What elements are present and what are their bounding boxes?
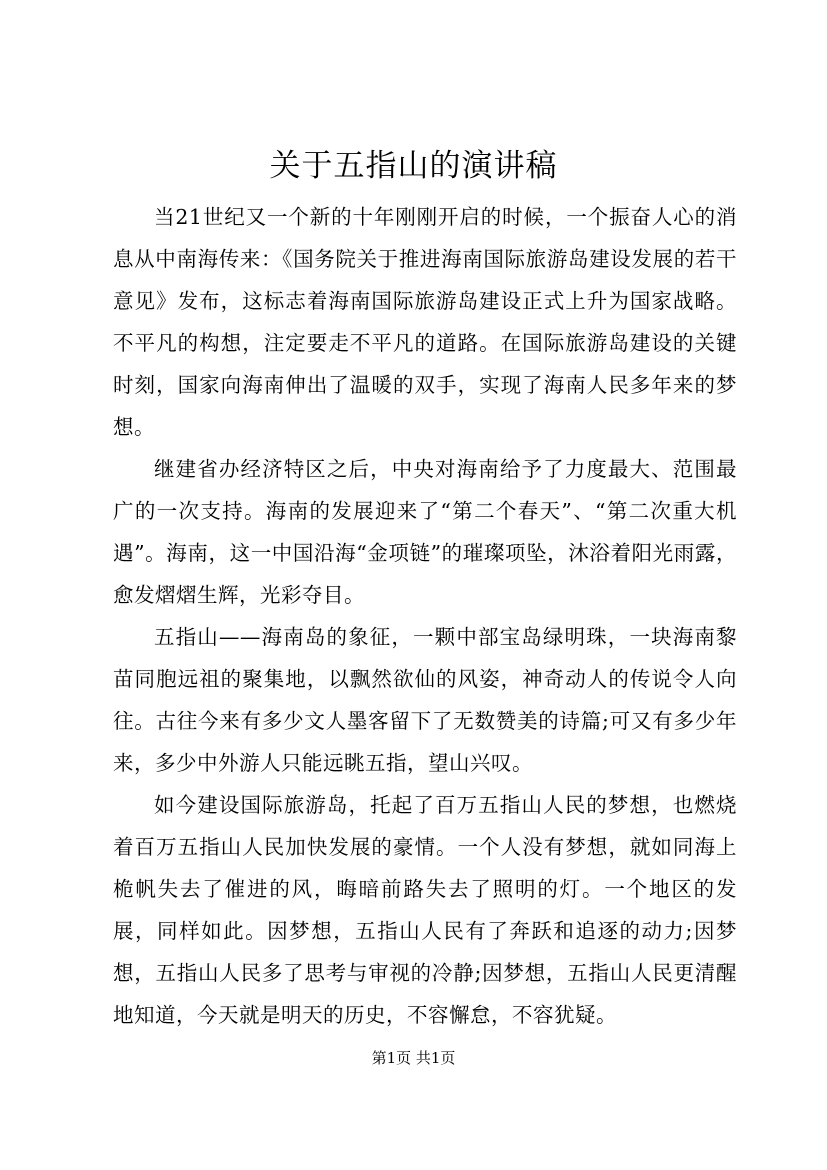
paragraph-4: 如今建设国际旅游岛，托起了百万五指山人民的梦想，也燃烧着百万五指山人民加快发展的豪情。一个人没有梦想，就如同海上桅帆失去了催进的风，晦暗前路失去了照明的灯。一个地区的发展，同样如此。因梦想，五指山人民有了奔跃和追逐的动力;因梦想，五指山人民多了思考与审视的冷静;因梦想，五指山人民更清醒地知道，今天就是明天的历史，不容懈怠，不容犹疑。 <box>113 793 737 1027</box>
document-body <box>113 196 737 1036</box>
page-footer: 第1页 共1页 <box>371 1049 456 1067</box>
document-title: 关于五指山的演讲稿 <box>269 148 558 184</box>
paragraph-1: 当21世纪又一个新的十年刚刚开启的时候，一个振奋人心的消息从中南海传来：《国务院关于推进海南国际旅游岛建设发展的若干意见》发布，这标志着海南国际旅游岛建设正式上升为国家战略。不平凡的构想，注定要走不平凡的道路。在国际旅游岛建设的关键时刻，国家向海南伸出了温暖的双手，实现了海南人民多年来的梦想。 <box>113 205 737 439</box>
paragraph-2: 继建省办经济特区之后，中央对海南给予了力度最大、范围最广的一次支持。海南的发展迎来了“第二个春天”、“第二次重大机遇”。海南，这一中国沿海“金项链”的璀璨项坠，沐浴着阳光雨露，愈发熠熠生辉，光彩夺目。 <box>113 457 737 607</box>
paragraph-3: 五指山——海南岛的象征，一颗中部宝岛绿明珠，一块海南黎苗同胞远祖的聚集地，以飘然欲仙的风姿，神奇动人的传说令人向往。古往今来有多少文人墨客留下了无数赞美的诗篇;可又有多少年来，多少中外游人只能远眺五指，望山兴叹。 <box>113 625 737 775</box>
